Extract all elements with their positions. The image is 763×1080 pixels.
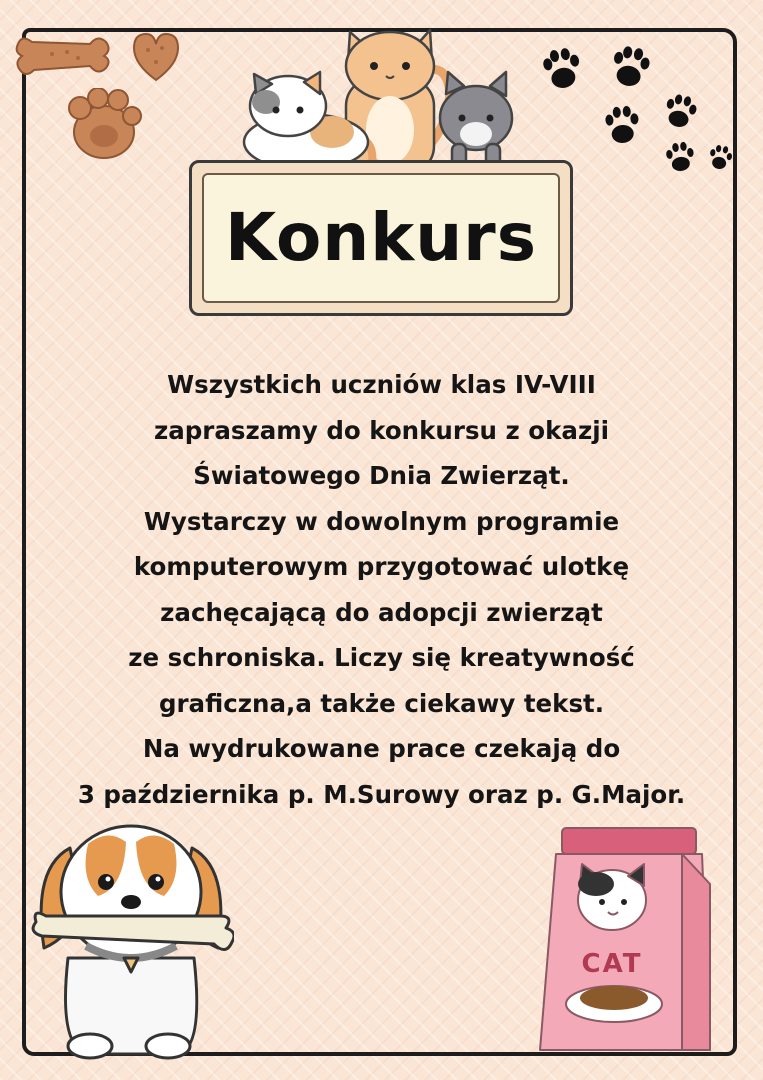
paw-prints-icon (530, 40, 740, 180)
announcement-line: Na wydrukowane prace czekają do (142, 734, 621, 763)
announcement-line: zachęcającą do adopcji zwierząt (160, 597, 603, 627)
cat-food-bag-label: CAT (581, 949, 643, 979)
announcement-line: zapraszamy do konkursu z okazji (153, 415, 610, 445)
announcement-line: 3 października p. M.Surowy oraz p. G.Major. (77, 779, 686, 809)
announcement-line: ze schroniska. Liczy się kreatywność (128, 643, 635, 672)
announcement-line: graficzna,a także ciekawy tekst. (158, 688, 605, 718)
page-title: Konkurs (224, 199, 538, 276)
title-sign-inner (202, 173, 560, 303)
cat-food-bag-illustration (532, 824, 718, 1056)
title-sign (189, 160, 573, 316)
announcement-text (22, 362, 741, 817)
heart-treat-icon (130, 30, 182, 84)
announcement-line: Wystarczy w dowolnym programie (143, 506, 620, 536)
announcement-line: komputerowym przygotować ulotkę (133, 552, 630, 581)
announcement-line: Światowego Dnia Zwierząt. (193, 461, 570, 490)
bone-treat-icon (12, 30, 112, 86)
dog-with-bone-illustration (28, 808, 234, 1060)
paw-treat-icon (64, 88, 144, 162)
announcement-line: Wszystkich uczniów klas IV-VIII (167, 370, 596, 399)
